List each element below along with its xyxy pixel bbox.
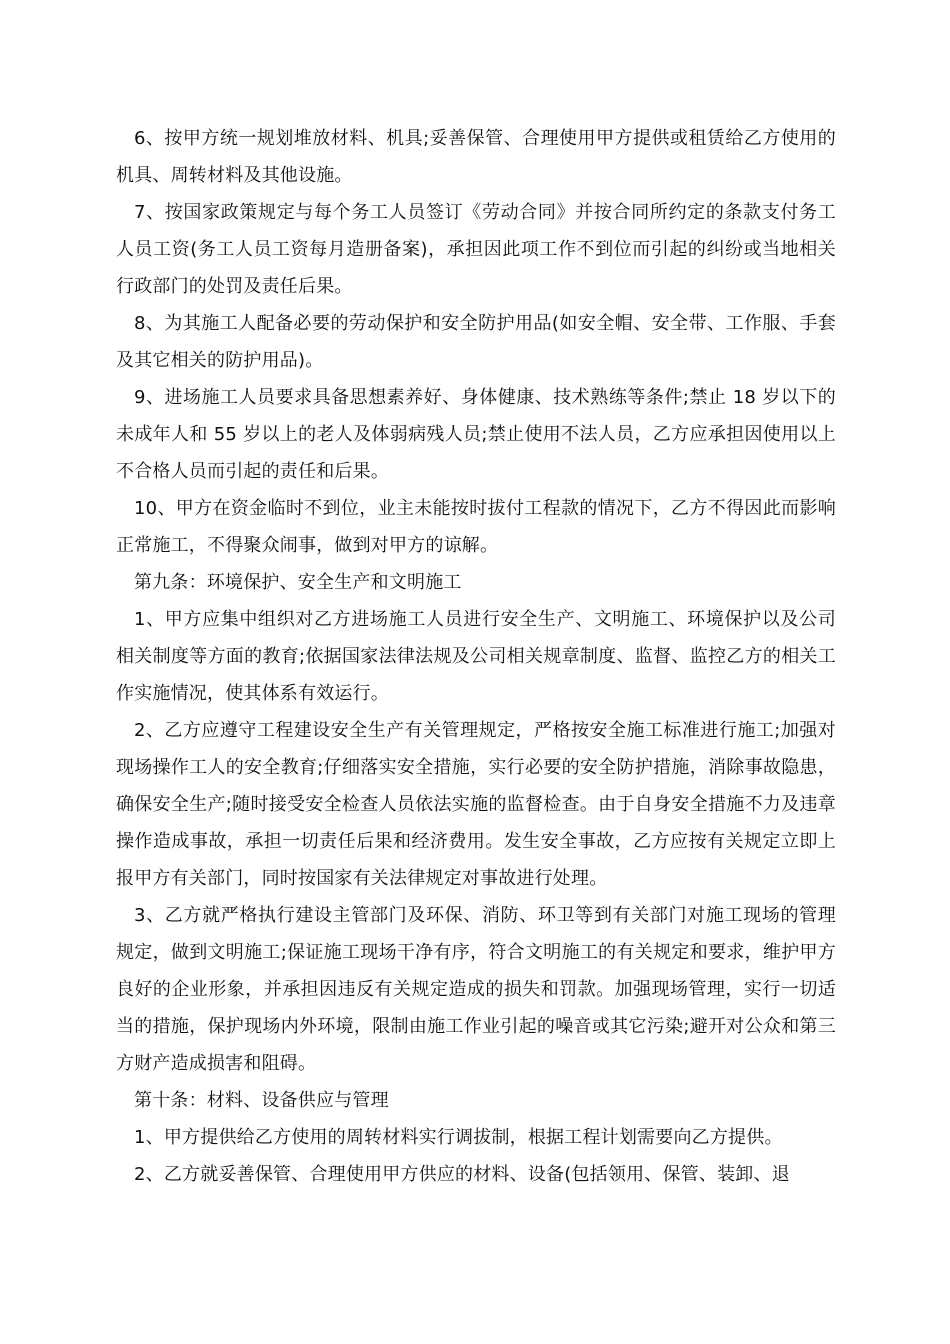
- paragraph-clause-8-10: 10、甲方在资金临时不到位，业主未能按时拔付工程款的情况下，乙方不得因此而影响正常施工，不得聚众闹事，做到对甲方的谅解。: [116, 498, 836, 556]
- section-heading-article-9: 第九条：环境保护、安全生产和文明施工: [134, 572, 462, 593]
- section-heading-article-10: 第十条：材料、设备供应与管理: [134, 1090, 389, 1111]
- paragraph-clause-8-8: 8、为其施工人配备必要的劳动保护和安全防护用品(如安全帽、安全带、工作服、手套及其它相关的防护用品)。: [116, 313, 836, 371]
- paragraph-clause-10-2: 2、乙方就妥善保管、合理使用甲方供应的材料、设备(包括领用、保管、装卸、退: [134, 1164, 790, 1185]
- paragraph-clause-9-3: 3、乙方就严格执行建设主管部门及环保、消防、环卫等到有关部门对施工现场的管理规定，做到文明施工;保证施工现场干净有序，符合文明施工的有关规定和要求，维护甲方良好的企业形象，并承担因违反有关规定造成的损失和罚款。加强现场管理，实行一切适当的措施，保护现场内外环境，限制由施工作业引起的噪音或其它污染;避开对公众和第三方财产造成损害和阻碍。: [116, 905, 836, 1074]
- document-body: [116, 120, 836, 1193]
- paragraph-clause-8-6: 6、按甲方统一规划堆放材料、机具;妥善保管、合理使用甲方提供或租赁给乙方使用的机具、周转材料及其他设施。: [116, 128, 836, 186]
- paragraph-clause-10-1: 1、甲方提供给乙方使用的周转材料实行调拔制，根据工程计划需要向乙方提供。: [134, 1127, 783, 1148]
- paragraph-clause-8-9: 9、进场施工人员要求具备思想素养好、身体健康、技术熟练等条件;禁止 18 岁以下的未成年人和 55 岁以上的老人及体弱病残人员;禁止使用不法人员，乙方应承担因使用以上不合格人员而引起的责任和后果。: [116, 387, 836, 482]
- paragraph-clause-8-7: 7、按国家政策规定与每个务工人员签订《劳动合同》并按合同所约定的条款支付务工人员工资(务工人员工资每月造册备案)，承担因此项工作不到位而引起的纠纷或当地相关行政部门的处罚及责任后果。: [116, 202, 836, 297]
- paragraph-clause-9-2: 2、乙方应遵守工程建设安全生产有关管理规定，严格按安全施工标准进行施工;加强对现场操作工人的安全教育;仔细落实安全措施，实行必要的安全防护措施，消除事故隐患，确保安全生产;随时接受安全检查人员依法实施的监督检查。由于自身安全措施不力及违章操作造成事故，承担一切责任后果和经济费用。发生安全事故，乙方应按有关规定立即上报甲方有关部门，同时按国家有关法律规定对事故进行处理。: [116, 720, 836, 889]
- paragraph-clause-9-1: 1、甲方应集中组织对乙方进场施工人员进行安全生产、文明施工、环境保护以及公司相关制度等方面的教育;依据国家法律法规及公司相关规章制度、监督、监控乙方的相关工作实施情况，使其体系有效运行。: [116, 609, 836, 704]
